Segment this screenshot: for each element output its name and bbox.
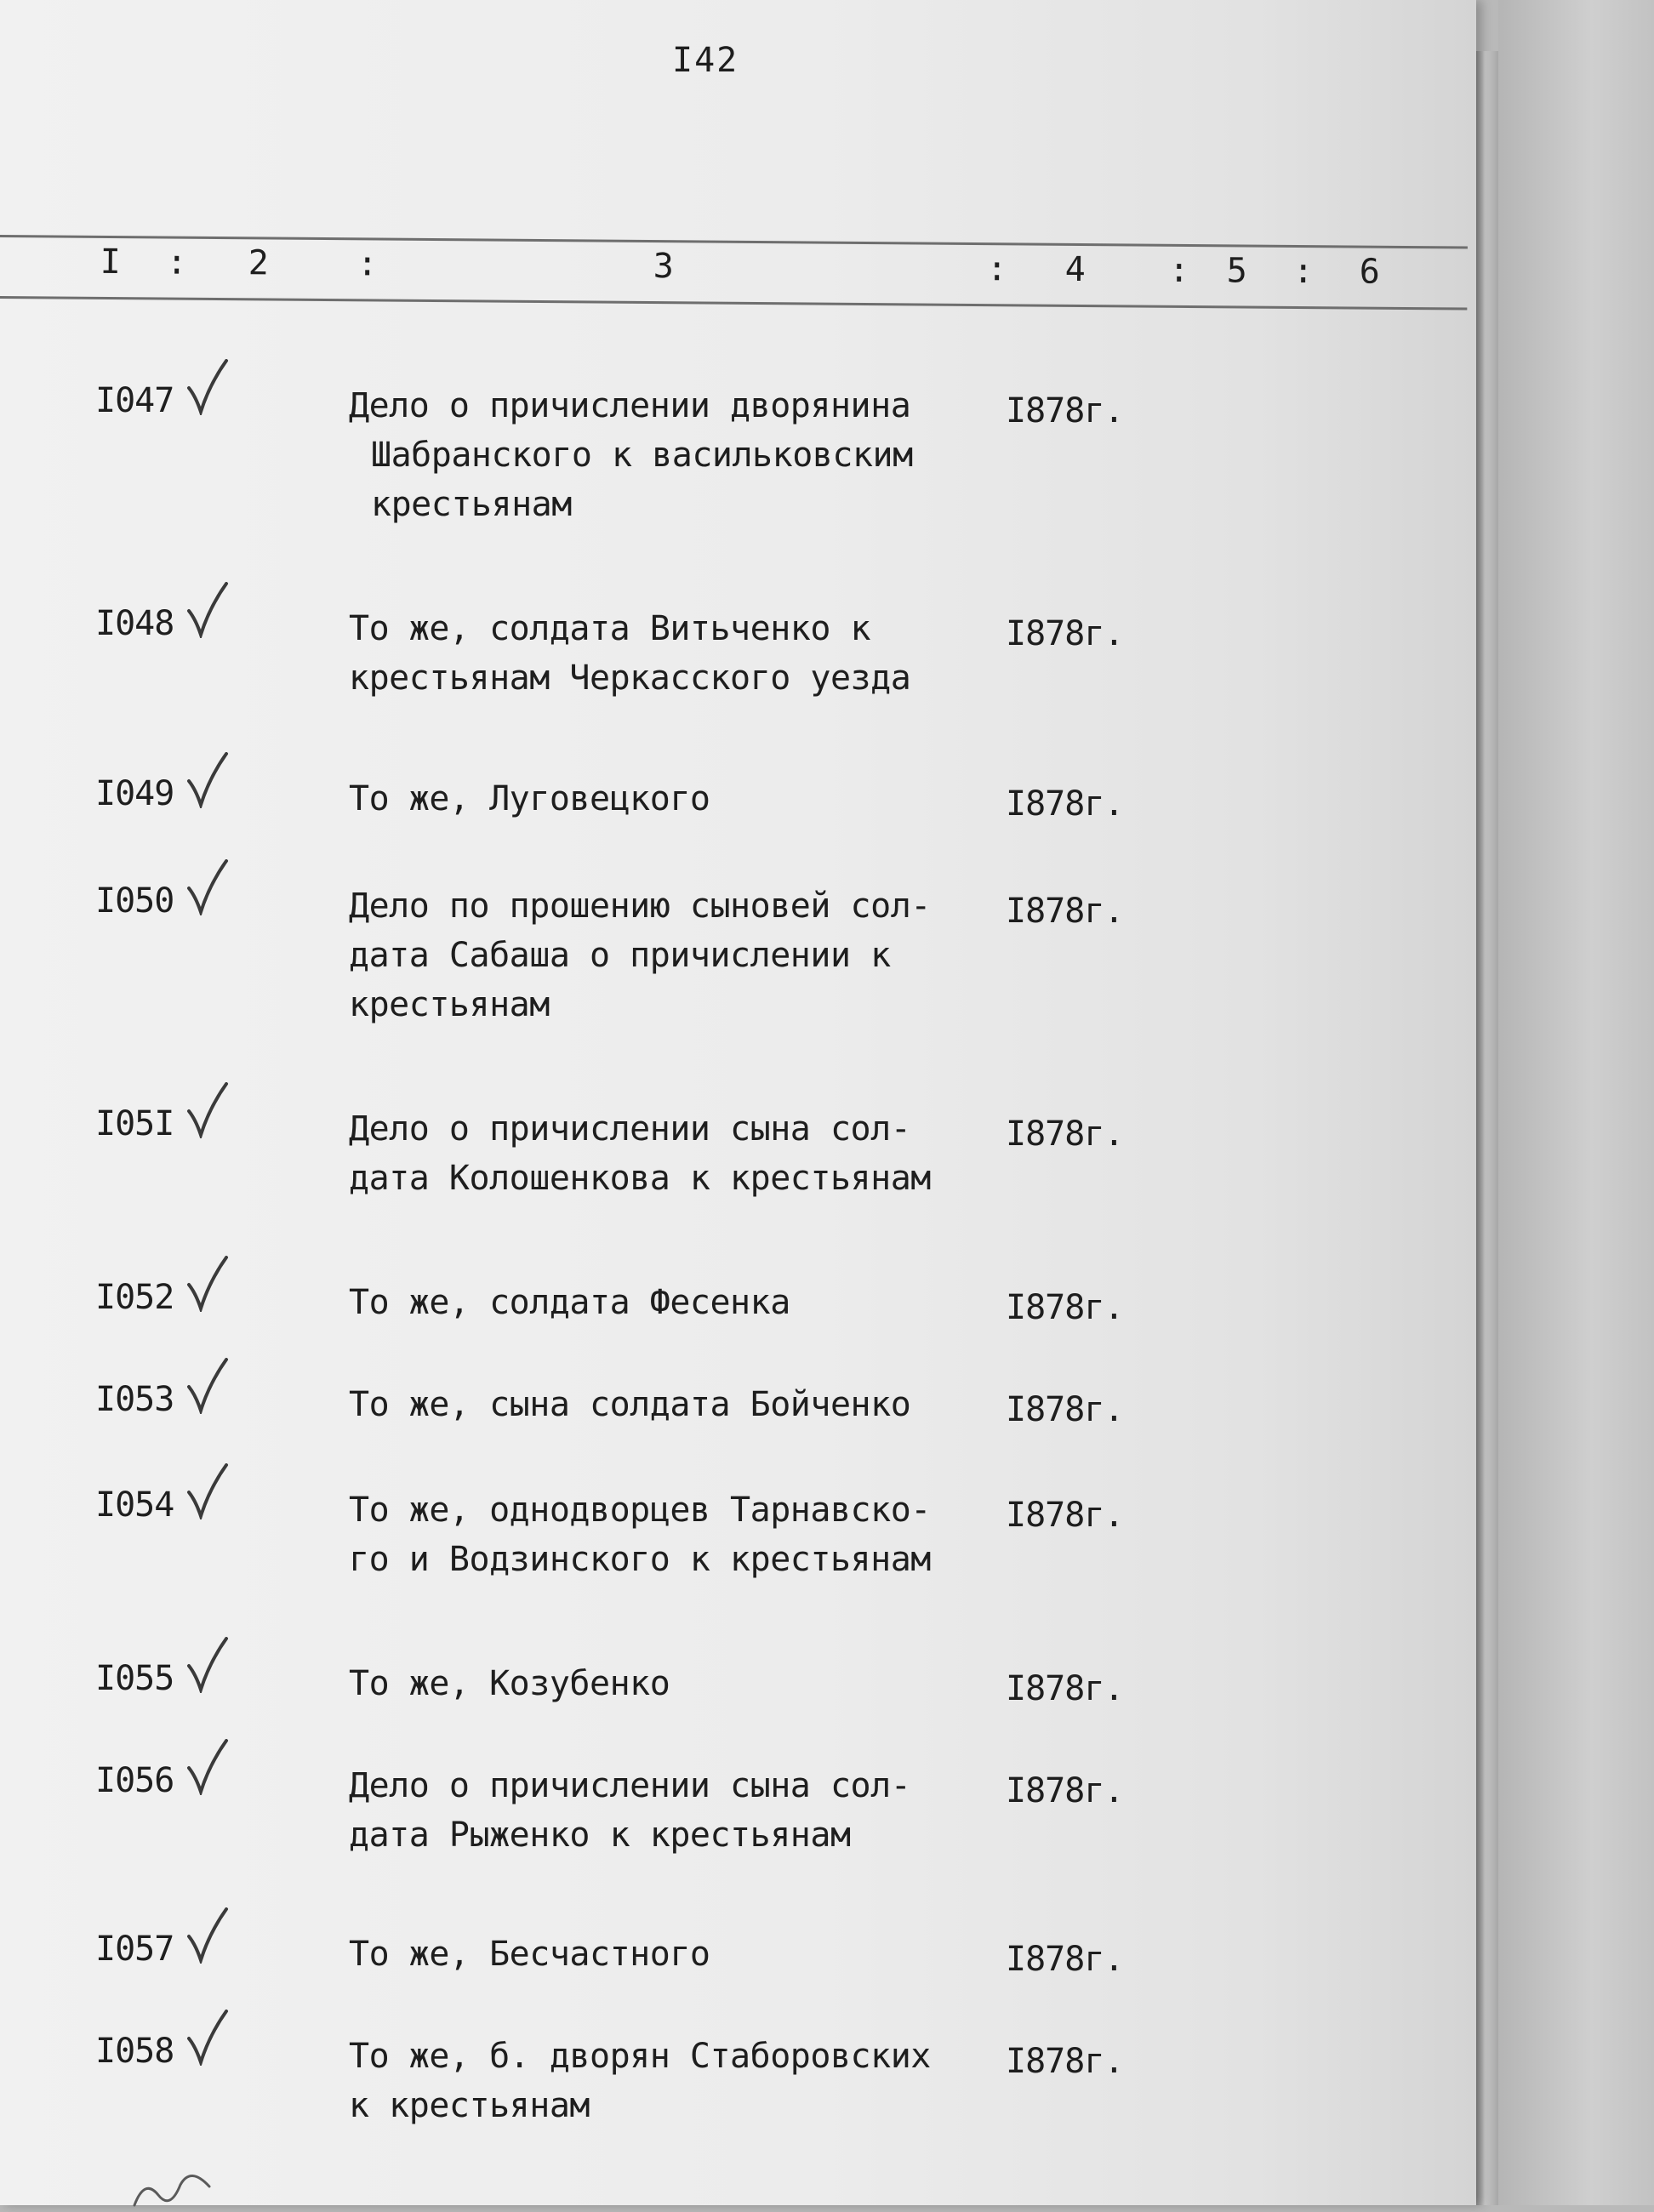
case-date: I878г. xyxy=(1006,1940,1124,1979)
case-date: I878г. xyxy=(1006,892,1124,931)
description-line: То же, Бесчастного xyxy=(349,1935,710,1974)
case-description xyxy=(349,1485,995,1584)
page-edge xyxy=(1476,51,1498,2205)
description-line: То же, сына солдата Бойченко xyxy=(349,1385,911,1424)
description-line: дата Сабаша о причислении к xyxy=(349,936,891,975)
case-description xyxy=(349,381,995,529)
header-col-1: I xyxy=(100,242,121,282)
case-number: I048 xyxy=(95,604,174,643)
header-separator: : xyxy=(1292,251,1314,292)
case-description xyxy=(349,1930,995,1979)
description-line: крестьянам Черкасского уезда xyxy=(349,658,911,698)
description-line: дата Рыженко к крестьянам xyxy=(349,1816,851,1855)
case-description xyxy=(349,1659,995,1708)
case-description xyxy=(349,1761,995,1860)
header-col-2: 2 xyxy=(248,243,269,283)
case-description xyxy=(349,881,995,1029)
header-top-rule xyxy=(0,235,1468,249)
case-number: I056 xyxy=(95,1761,174,1800)
case-description xyxy=(349,604,995,703)
case-number: I057 xyxy=(95,1930,174,1969)
check-mark-icon xyxy=(185,1082,230,1138)
description-line: го и Водзинского к крестьянам xyxy=(349,1540,931,1579)
description-line: То же, солдата Фесенка xyxy=(349,1283,790,1322)
check-mark-icon xyxy=(185,859,230,915)
description-line: Дело о причислении дворянина xyxy=(349,386,911,425)
case-number: I052 xyxy=(95,1278,174,1317)
check-mark-icon xyxy=(185,2010,230,2066)
description-line: То же, Козубенко xyxy=(349,1664,670,1703)
case-date: I878г. xyxy=(1006,1496,1124,1535)
background-page xyxy=(1498,0,1654,2205)
header-col-3: 3 xyxy=(653,247,674,287)
header-separator: : xyxy=(1168,250,1189,290)
case-date: I878г. xyxy=(1006,784,1124,824)
case-number: I05I xyxy=(95,1104,174,1143)
case-date: I878г. xyxy=(1006,1669,1124,1708)
check-mark-icon xyxy=(185,1358,230,1414)
description-line: крестьянам xyxy=(349,985,550,1024)
case-date: I878г. xyxy=(1006,1390,1124,1429)
case-number: I053 xyxy=(95,1380,174,1419)
check-mark-icon xyxy=(185,582,230,638)
case-number: I055 xyxy=(95,1659,174,1698)
case-description xyxy=(349,1380,995,1429)
description-line: То же, б. дворян Стаборовских xyxy=(349,2037,931,2076)
check-mark-icon xyxy=(185,1637,230,1693)
description-line: Шабранского к васильковским xyxy=(371,436,913,475)
case-number: I047 xyxy=(95,381,174,420)
header-col-4: 4 xyxy=(1064,249,1086,290)
description-line: То же, солдата Витьченко к xyxy=(349,609,871,648)
header-col-6: 6 xyxy=(1359,252,1380,292)
header-separator: : xyxy=(356,244,378,284)
page-number: I42 xyxy=(672,41,739,80)
case-date: I878г. xyxy=(1006,391,1124,430)
case-number: I058 xyxy=(95,2032,174,2071)
description-line: Дело о причислении сына сол- xyxy=(349,1109,911,1149)
description-line: крестьянам xyxy=(371,485,572,524)
check-mark-icon xyxy=(185,1907,230,1964)
description-line: Дело о причислении сына сол- xyxy=(349,1766,911,1805)
check-mark-icon xyxy=(185,1256,230,1312)
case-description xyxy=(349,1278,995,1327)
column-header xyxy=(0,231,1468,345)
case-date: I878г. xyxy=(1006,2042,1124,2081)
check-mark-icon xyxy=(185,1463,230,1519)
case-date: I878г. xyxy=(1006,614,1124,653)
case-date: I878г. xyxy=(1006,1288,1124,1327)
case-description xyxy=(349,1104,995,1203)
check-mark-icon xyxy=(185,752,230,808)
case-number: I049 xyxy=(95,774,174,813)
case-number: I054 xyxy=(95,1485,174,1525)
case-date: I878г. xyxy=(1006,1771,1124,1810)
header-col-5: 5 xyxy=(1226,251,1247,291)
description-line: То же, Луговецкого xyxy=(349,779,710,818)
description-line: Дело по прошению сыновей сол- xyxy=(349,887,931,926)
pencil-mark-icon xyxy=(128,2161,238,2212)
header-separator: : xyxy=(166,242,187,282)
description-line: дата Колошенкова к крестьянам xyxy=(349,1159,931,1198)
case-number: I050 xyxy=(95,881,174,921)
check-mark-icon xyxy=(185,1739,230,1795)
description-line: То же, однодворцев Тарнавско- xyxy=(349,1491,931,1530)
case-description xyxy=(349,774,995,824)
check-mark-icon xyxy=(185,359,230,415)
description-line: к крестьянам xyxy=(349,2086,590,2125)
case-date: I878г. xyxy=(1006,1115,1124,1154)
case-description xyxy=(349,2032,995,2130)
header-separator: : xyxy=(986,249,1007,289)
header-bottom-rule xyxy=(0,296,1467,311)
